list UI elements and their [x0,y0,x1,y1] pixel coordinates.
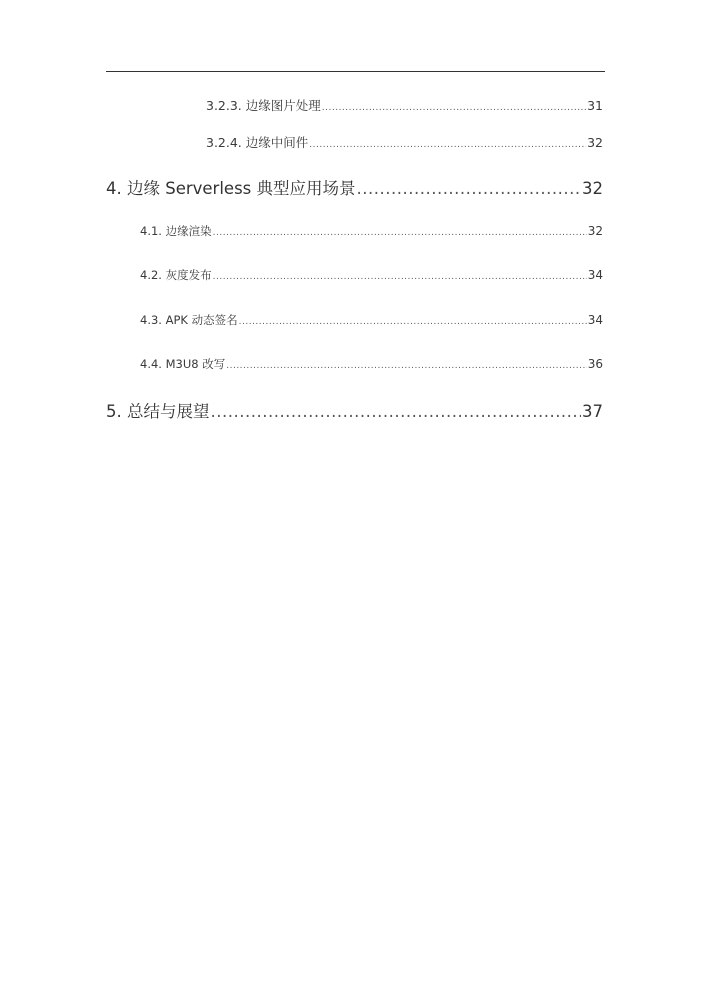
toc-entry-5[interactable] [106,398,603,422]
dot-leader [309,140,586,150]
toc-entry-page: 31 [587,98,603,113]
toc-entry-page: 34 [587,313,603,327]
toc-entry-label: 5. 总结与展望 [106,402,210,421]
toc-entry-4[interactable] [106,175,603,199]
toc-entry-label: 4. 边缘 Serverless 典型应用场景 [106,179,356,198]
toc-entry-label: 4.4. M3U8 改写 [140,357,226,371]
toc-entry-page: 37 [582,402,603,421]
toc-entry-page: 34 [587,268,603,282]
dot-leader [213,228,587,238]
dot-leader [211,402,582,421]
toc-entry-page: 32 [582,179,603,198]
toc-entry-4-1[interactable] [140,223,603,239]
dot-leader [213,272,587,282]
toc-entry-label: 4.1. 边缘渲染 [140,224,212,238]
toc-entry-page: 36 [587,357,603,371]
dot-leader [239,317,587,327]
toc-entry-3-2-4[interactable] [206,133,603,151]
toc-entry-label: 3.2.4. 边缘中间件 [206,135,309,150]
toc-entry-label: 4.3. APK 动态签名 [140,313,238,327]
toc-entry-3-2-3[interactable] [206,96,603,114]
dot-leader [322,103,586,113]
toc-entry-page: 32 [587,135,603,150]
toc-entry-4-4[interactable] [140,356,603,372]
toc-entry-4-3[interactable] [140,312,603,328]
header-rule [106,71,605,72]
dot-leader [357,179,581,198]
toc-entry-page: 32 [587,224,603,238]
dot-leader [226,361,586,371]
toc-entry-label: 3.2.3. 边缘图片处理 [206,98,321,113]
toc-entry-4-2[interactable] [140,267,603,283]
toc-entry-label: 4.2. 灰度发布 [140,268,212,282]
